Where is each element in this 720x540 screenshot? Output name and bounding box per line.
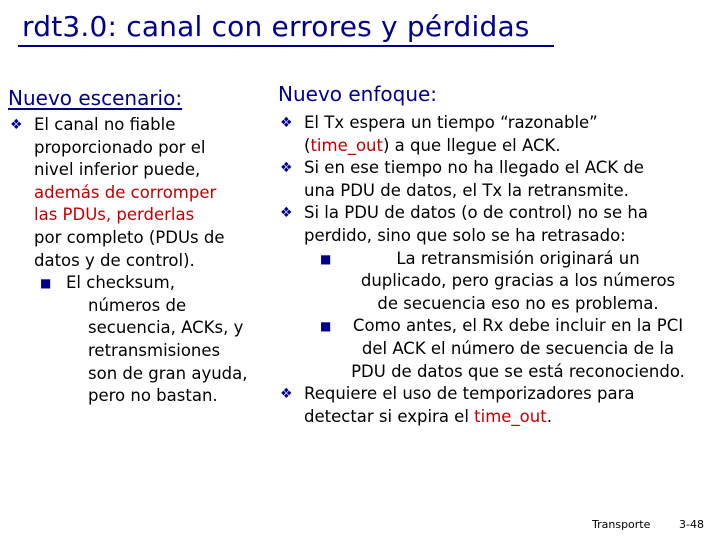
text-span: ( bbox=[304, 135, 311, 155]
text-span: detectar si expira el bbox=[304, 406, 475, 426]
text-line bbox=[304, 135, 714, 158]
left-sub-bullet bbox=[34, 272, 258, 408]
diamond-bullet-icon: ❖ bbox=[280, 386, 293, 403]
text-line: del ACK el número de secuencia de la bbox=[361, 338, 675, 358]
text-line: duplicado, pero gracias a los números bbox=[360, 271, 676, 291]
footer-page-number: 3-48 bbox=[679, 518, 704, 531]
text-line: de secuencia eso no es problema. bbox=[377, 293, 659, 313]
text-line: Requiere el uso de temporizadores para bbox=[304, 384, 635, 404]
text-line: Si en ese tiempo no ha llegado el ACK de bbox=[304, 158, 644, 178]
text-line: PDU de datos que se está reconociendo. bbox=[351, 361, 685, 381]
time-out-term: time_out bbox=[474, 406, 547, 426]
right-bullet-2 bbox=[278, 157, 714, 202]
right-bullet-4 bbox=[278, 383, 714, 428]
diamond-bullet-icon: ❖ bbox=[280, 160, 293, 177]
left-heading: Nuevo escenario: bbox=[8, 86, 183, 110]
text-line: números de bbox=[88, 295, 187, 315]
text-line: una PDU de datos, el Tx la retransmite. bbox=[304, 180, 629, 200]
text-line-highlight: además de corromper bbox=[34, 182, 217, 202]
text-line: proporcionado por el bbox=[34, 137, 206, 157]
right-bullet-1 bbox=[278, 112, 714, 157]
time-out-term: time_out bbox=[310, 135, 383, 155]
right-heading: Nuevo enfoque: bbox=[278, 82, 438, 106]
text-line: datos y de control). bbox=[34, 250, 195, 270]
left-column bbox=[8, 114, 258, 408]
text-line: El Tx espera un tiempo “razonable” bbox=[304, 113, 598, 132]
right-column bbox=[278, 112, 714, 428]
text-line: Si la PDU de datos (o de control) no se ha bbox=[304, 203, 648, 223]
right-sub-bullet-2 bbox=[304, 315, 714, 383]
text-line: perdido, sino que solo se ha retrasado: bbox=[304, 225, 626, 245]
diamond-bullet-icon: ❖ bbox=[10, 117, 23, 133]
slide-title: rdt3.0: canal con errores y pérdidas bbox=[22, 10, 530, 43]
text-span: . bbox=[546, 406, 552, 426]
text-line bbox=[304, 406, 714, 429]
footer-section-label: Transporte bbox=[592, 518, 651, 531]
right-sub-bullet-1 bbox=[304, 248, 714, 316]
square-bullet-icon: ■ bbox=[40, 276, 52, 291]
text-line-highlight: las PDUs, perderlas bbox=[34, 205, 195, 225]
text-span: ) a que llegue el ACK. bbox=[383, 135, 561, 155]
square-bullet-icon: ■ bbox=[320, 251, 332, 266]
square-bullet-icon: ■ bbox=[320, 319, 332, 334]
text-line: por completo (PDUs de bbox=[34, 227, 225, 247]
title-underline bbox=[18, 45, 554, 47]
text-line: secuencia, ACKs, y bbox=[88, 318, 244, 338]
text-line: nivel inferior puede, bbox=[34, 160, 201, 180]
text-line: La retransmisión originará un bbox=[396, 248, 640, 268]
text-line: son de gran ayuda, bbox=[88, 363, 248, 383]
diamond-bullet-icon: ❖ bbox=[280, 205, 293, 222]
diamond-bullet-icon: ❖ bbox=[280, 115, 293, 131]
text-line: pero no bastan. bbox=[88, 386, 218, 406]
left-bullet bbox=[8, 114, 258, 408]
text-line: El canal no fiable bbox=[34, 115, 176, 134]
right-bullet-3 bbox=[278, 202, 714, 383]
text-line: El checksum, bbox=[66, 273, 175, 293]
text-line: retransmisiones bbox=[88, 340, 221, 360]
text-line: Como antes, el Rx debe incluir en la PCI bbox=[352, 316, 684, 336]
